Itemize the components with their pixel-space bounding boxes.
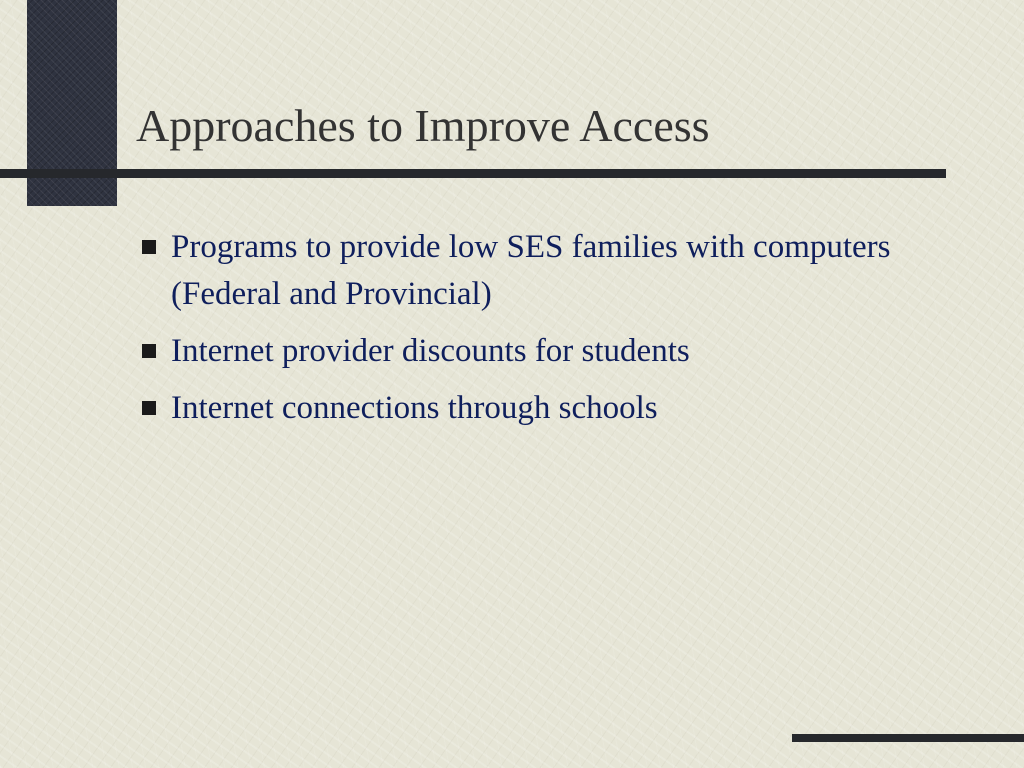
bullet-item [142, 385, 902, 432]
title-divider-rule [0, 169, 946, 178]
bullet-item [142, 224, 902, 318]
slide-title: Approaches to Improve Access [136, 100, 710, 151]
bullet-item [142, 328, 902, 375]
square-bullet-icon [142, 344, 156, 358]
bullet-text: Programs to provide low SES families with computers (Federal and Provincial) [171, 229, 891, 312]
bullet-text: Internet provider discounts for students [171, 333, 690, 369]
bullet-text: Internet connections through schools [171, 390, 658, 426]
square-bullet-icon [142, 401, 156, 415]
footer-divider-rule [792, 734, 1024, 742]
bullet-list [142, 224, 902, 442]
square-bullet-icon [142, 240, 156, 254]
